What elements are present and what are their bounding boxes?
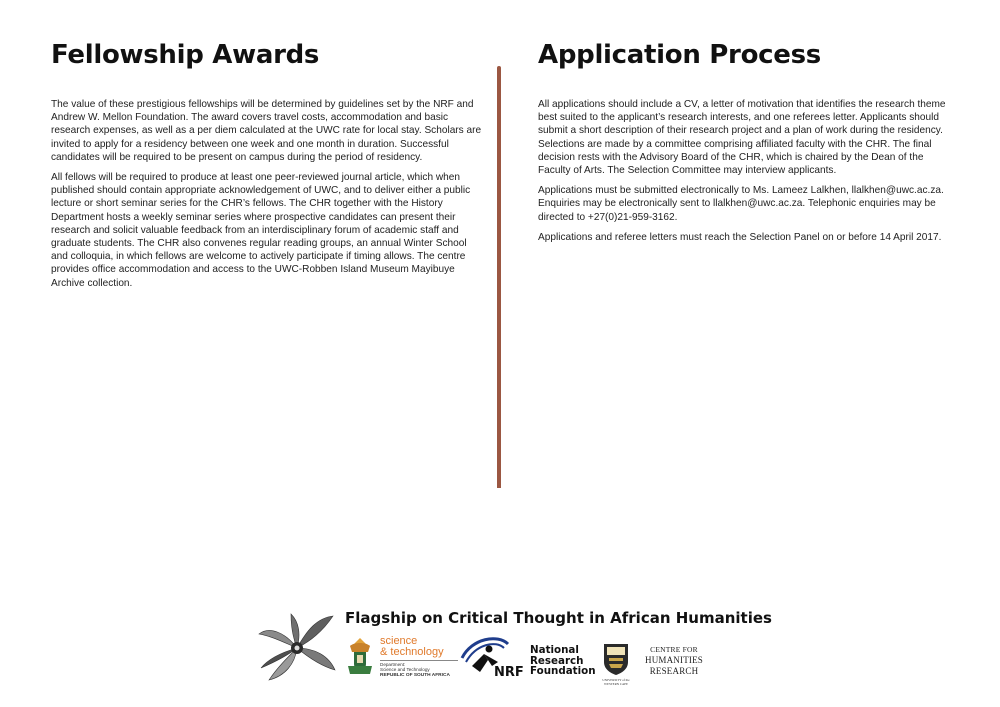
nrf-logo-mark [458,632,524,680]
nrf-line2: Research [530,654,584,667]
coat-of-arms-icon [344,636,376,676]
dst-line2: & technology [380,646,444,658]
nrf-line3: Foundation [530,665,596,678]
nrf-mark-text: NRF [494,665,524,680]
uwc-crest-icon [600,642,632,686]
dst-dept-label: Department: [380,662,406,667]
fellowship-paragraph: The value of these prestigious fellowships will be determined by guidelines set by the NRF and Andrew W. Mellon Foundation. The award covers travel costs, accommodation and basic research expenses, as well as a per diem calculated at the UWC rate for local stay. Scholars are invited to apply for a residency between one week and one month in duration. Successful candidates will be required to be present on campus during the period of residency. [51,99,482,163]
footer-title: Flagship on Critical Thought in African Humanities [345,609,772,627]
dst-logo [380,636,458,679]
dst-country: REPUBLIC OF SOUTH AFRICA [380,673,450,679]
flagship-rosette-logo [255,612,339,684]
nrf-line1: National [530,644,579,656]
dst-dept-name: Science and Technology [380,667,430,673]
nrf-wordmark [530,645,596,677]
application-heading: Application Process [538,40,821,70]
dst-line1: science [380,635,418,647]
chr-logo [645,644,703,677]
uwc-line2: WESTERN CAPE [604,682,628,686]
uwc-line1: UNIVERSITY of the [602,678,630,682]
application-paragraph: All applications should include a CV, a letter of motivation that identifies the research theme best suited to the applicant’s research interests, and one referees letter. Applicants should submit a short description of their research project and a plan of work during the residency. Selections are made by a committee comprising affiliated faculty with the CHR. The final decision rests with the Advisory Board of the CHR, which is chaired by the Dean of the Faculty of Arts. The Selection Committee may interview applicants. [538,99,946,177]
dst-rule [380,660,458,661]
application-paragraph: Applications and referee letters must reach the Selection Panel on or before 14 April 2017. [538,231,942,243]
application-section [538,38,952,251]
fellowship-paragraph: All fellows will be required to produce at least one peer-reviewed journal article, which when published should contain appropriate acknowledgement of UWC, and to deliver either a public lecture or short seminar series for the CHR’s fellows. The CHR together with the History Department hosts a weekly seminar series where prospective candidates can present their research and solicit valuable feedback from an interdisciplinary forum of academic staff and graduate students. The CHR also convenes regular reading groups, an annual Winter School and colloquia, in which fellows are welcome to actively participate if timing allows. The centre provides office accommodation and access to the UWC-Robben Island Museum Mayibuye Archive collection. [51,172,471,289]
fellowship-heading: Fellowship Awards [51,40,320,70]
column-divider [497,66,501,488]
chr-line2: HUMANITIES [645,655,703,665]
fellowship-section [51,38,483,297]
chr-line3: RESEARCH [649,666,699,676]
application-paragraph: Applications must be submitted electronically to Ms. Lameez Lalkhen, llalkhen@uwc.ac.za. Enquiries may be electronically sent to llalkhen@uwc.ac.za. Telephonic enquiries may be directed to +27(0)21-959-3162. [538,185,944,223]
chr-line1: CENTRE FOR [650,645,698,654]
